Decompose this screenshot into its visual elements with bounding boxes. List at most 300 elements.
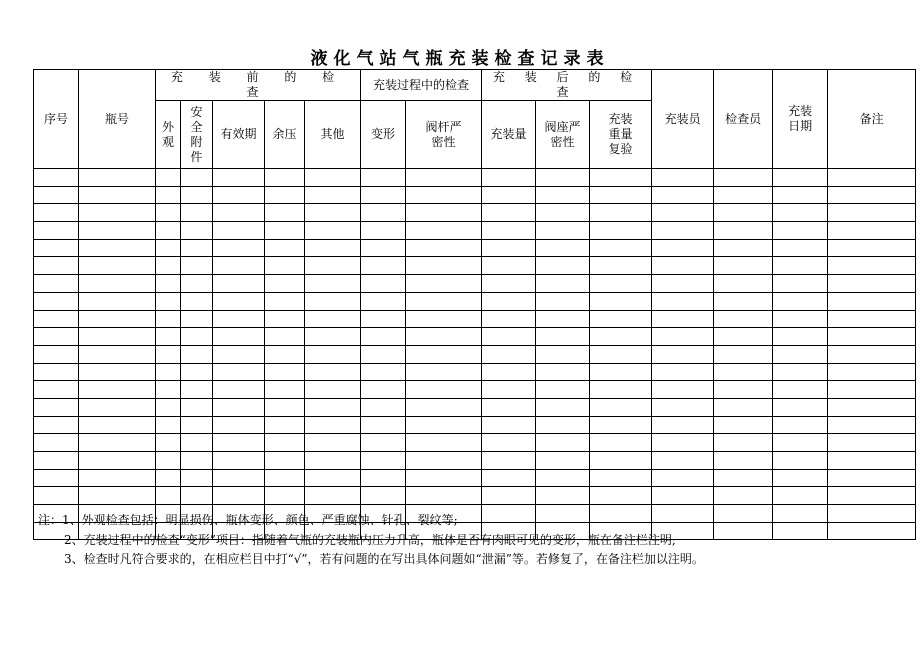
table-cell[interactable] — [536, 204, 590, 222]
table-cell[interactable] — [156, 381, 181, 399]
table-cell[interactable] — [305, 416, 361, 434]
table-cell[interactable] — [265, 239, 305, 257]
table-cell[interactable] — [773, 328, 828, 346]
table-cell[interactable] — [79, 257, 156, 275]
table-cell[interactable] — [156, 434, 181, 452]
table-cell[interactable] — [773, 292, 828, 310]
table-cell[interactable] — [305, 345, 361, 363]
table-cell[interactable] — [79, 186, 156, 204]
table-cell[interactable] — [714, 310, 773, 328]
table-cell[interactable] — [79, 398, 156, 416]
table-cell[interactable] — [652, 257, 714, 275]
table-cell[interactable] — [590, 434, 652, 452]
table-cell[interactable] — [361, 434, 406, 452]
table-cell[interactable] — [34, 487, 79, 505]
table-cell[interactable] — [536, 186, 590, 204]
table-cell[interactable] — [361, 275, 406, 293]
table-cell[interactable] — [265, 381, 305, 399]
table-cell[interactable] — [773, 469, 828, 487]
table-cell[interactable] — [361, 469, 406, 487]
table-cell[interactable] — [79, 292, 156, 310]
table-cell[interactable] — [590, 204, 652, 222]
table-cell[interactable] — [652, 434, 714, 452]
table-cell[interactable] — [265, 416, 305, 434]
table-cell[interactable] — [773, 363, 828, 381]
table-cell[interactable] — [482, 222, 536, 240]
table-cell[interactable] — [265, 452, 305, 470]
table-cell[interactable] — [652, 204, 714, 222]
table-cell[interactable] — [536, 222, 590, 240]
table-cell[interactable] — [79, 204, 156, 222]
table-cell[interactable] — [773, 275, 828, 293]
table-cell[interactable] — [406, 257, 482, 275]
table-cell[interactable] — [305, 434, 361, 452]
table-cell[interactable] — [482, 275, 536, 293]
table-cell[interactable] — [79, 310, 156, 328]
table-cell[interactable] — [652, 186, 714, 204]
table-cell[interactable] — [79, 381, 156, 399]
table-cell[interactable] — [536, 469, 590, 487]
table-cell[interactable] — [213, 186, 265, 204]
table-cell[interactable] — [590, 169, 652, 187]
table-cell[interactable] — [828, 416, 916, 434]
table-cell[interactable] — [590, 186, 652, 204]
table-cell[interactable] — [406, 239, 482, 257]
table-cell[interactable] — [828, 345, 916, 363]
table-cell[interactable] — [361, 398, 406, 416]
table-cell[interactable] — [156, 416, 181, 434]
table-cell[interactable] — [714, 169, 773, 187]
table-cell[interactable] — [79, 275, 156, 293]
table-cell[interactable] — [34, 416, 79, 434]
table-cell[interactable] — [828, 487, 916, 505]
table-cell[interactable] — [773, 169, 828, 187]
table-cell[interactable] — [590, 363, 652, 381]
table-cell[interactable] — [652, 239, 714, 257]
table-cell[interactable] — [305, 487, 361, 505]
table-cell[interactable] — [590, 487, 652, 505]
table-cell[interactable] — [714, 452, 773, 470]
table-cell[interactable] — [536, 257, 590, 275]
table-cell[interactable] — [773, 434, 828, 452]
table-cell[interactable] — [714, 257, 773, 275]
table-cell[interactable] — [590, 310, 652, 328]
table-cell[interactable] — [714, 469, 773, 487]
table-cell[interactable] — [213, 222, 265, 240]
table-cell[interactable] — [265, 398, 305, 416]
table-cell[interactable] — [361, 257, 406, 275]
table-cell[interactable] — [79, 434, 156, 452]
table-cell[interactable] — [181, 310, 213, 328]
table-cell[interactable] — [156, 345, 181, 363]
table-cell[interactable] — [773, 398, 828, 416]
table-cell[interactable] — [265, 310, 305, 328]
table-cell[interactable] — [181, 345, 213, 363]
table-cell[interactable] — [536, 292, 590, 310]
table-cell[interactable] — [213, 328, 265, 346]
table-cell[interactable] — [590, 452, 652, 470]
table-cell[interactable] — [536, 363, 590, 381]
table-cell[interactable] — [536, 487, 590, 505]
table-cell[interactable] — [79, 487, 156, 505]
table-cell[interactable] — [305, 169, 361, 187]
table-cell[interactable] — [181, 204, 213, 222]
table-cell[interactable] — [79, 345, 156, 363]
table-cell[interactable] — [213, 398, 265, 416]
table-cell[interactable] — [406, 345, 482, 363]
table-cell[interactable] — [181, 398, 213, 416]
table-cell[interactable] — [181, 434, 213, 452]
table-cell[interactable] — [406, 169, 482, 187]
table-cell[interactable] — [181, 363, 213, 381]
table-cell[interactable] — [482, 416, 536, 434]
table-cell[interactable] — [828, 328, 916, 346]
table-cell[interactable] — [590, 239, 652, 257]
table-cell[interactable] — [213, 239, 265, 257]
table-cell[interactable] — [305, 239, 361, 257]
table-cell[interactable] — [265, 292, 305, 310]
table-cell[interactable] — [181, 169, 213, 187]
table-cell[interactable] — [156, 363, 181, 381]
table-cell[interactable] — [406, 186, 482, 204]
table-cell[interactable] — [652, 328, 714, 346]
table-cell[interactable] — [406, 381, 482, 399]
table-cell[interactable] — [79, 363, 156, 381]
table-cell[interactable] — [714, 416, 773, 434]
table-cell[interactable] — [213, 363, 265, 381]
table-cell[interactable] — [482, 204, 536, 222]
table-cell[interactable] — [536, 381, 590, 399]
table-cell[interactable] — [714, 204, 773, 222]
table-cell[interactable] — [482, 381, 536, 399]
table-cell[interactable] — [714, 275, 773, 293]
table-cell[interactable] — [181, 381, 213, 399]
table-cell[interactable] — [714, 363, 773, 381]
table-cell[interactable] — [652, 469, 714, 487]
table-cell[interactable] — [361, 169, 406, 187]
table-cell[interactable] — [156, 292, 181, 310]
table-cell[interactable] — [213, 310, 265, 328]
table-cell[interactable] — [590, 292, 652, 310]
table-cell[interactable] — [482, 398, 536, 416]
table-cell[interactable] — [773, 345, 828, 363]
table-cell[interactable] — [79, 222, 156, 240]
table-cell[interactable] — [406, 487, 482, 505]
table-cell[interactable] — [406, 434, 482, 452]
table-cell[interactable] — [181, 275, 213, 293]
table-cell[interactable] — [156, 328, 181, 346]
table-cell[interactable] — [156, 239, 181, 257]
table-cell[interactable] — [34, 169, 79, 187]
table-cell[interactable] — [361, 328, 406, 346]
table-cell[interactable] — [156, 275, 181, 293]
table-cell[interactable] — [482, 169, 536, 187]
table-cell[interactable] — [181, 452, 213, 470]
table-cell[interactable] — [590, 222, 652, 240]
table-cell[interactable] — [361, 239, 406, 257]
table-cell[interactable] — [181, 328, 213, 346]
table-cell[interactable] — [406, 398, 482, 416]
table-cell[interactable] — [828, 222, 916, 240]
table-cell[interactable] — [406, 222, 482, 240]
table-cell[interactable] — [773, 487, 828, 505]
table-cell[interactable] — [652, 381, 714, 399]
table-cell[interactable] — [181, 416, 213, 434]
table-cell[interactable] — [156, 257, 181, 275]
table-cell[interactable] — [181, 257, 213, 275]
table-cell[interactable] — [265, 222, 305, 240]
table-cell[interactable] — [590, 275, 652, 293]
table-cell[interactable] — [482, 487, 536, 505]
table-cell[interactable] — [181, 487, 213, 505]
table-cell[interactable] — [213, 204, 265, 222]
table-cell[interactable] — [305, 469, 361, 487]
table-cell[interactable] — [828, 292, 916, 310]
table-cell[interactable] — [213, 275, 265, 293]
table-cell[interactable] — [181, 469, 213, 487]
table-cell[interactable] — [361, 381, 406, 399]
table-cell[interactable] — [156, 222, 181, 240]
table-cell[interactable] — [828, 257, 916, 275]
table-cell[interactable] — [482, 363, 536, 381]
table-cell[interactable] — [536, 452, 590, 470]
table-cell[interactable] — [590, 416, 652, 434]
table-cell[interactable] — [406, 310, 482, 328]
table-cell[interactable] — [156, 469, 181, 487]
table-cell[interactable] — [714, 381, 773, 399]
table-cell[interactable] — [482, 292, 536, 310]
table-cell[interactable] — [156, 452, 181, 470]
table-cell[interactable] — [536, 398, 590, 416]
table-cell[interactable] — [79, 452, 156, 470]
table-cell[interactable] — [536, 310, 590, 328]
table-cell[interactable] — [265, 487, 305, 505]
table-cell[interactable] — [652, 222, 714, 240]
table-cell[interactable] — [652, 416, 714, 434]
table-cell[interactable] — [652, 452, 714, 470]
table-cell[interactable] — [213, 381, 265, 399]
table-cell[interactable] — [79, 416, 156, 434]
table-cell[interactable] — [305, 275, 361, 293]
table-cell[interactable] — [361, 222, 406, 240]
table-cell[interactable] — [265, 434, 305, 452]
table-cell[interactable] — [714, 434, 773, 452]
table-cell[interactable] — [79, 239, 156, 257]
table-cell[interactable] — [34, 345, 79, 363]
table-cell[interactable] — [213, 169, 265, 187]
table-cell[interactable] — [828, 186, 916, 204]
table-cell[interactable] — [34, 452, 79, 470]
table-cell[interactable] — [156, 186, 181, 204]
table-cell[interactable] — [34, 363, 79, 381]
table-cell[interactable] — [305, 328, 361, 346]
table-cell[interactable] — [181, 186, 213, 204]
table-cell[interactable] — [156, 169, 181, 187]
table-cell[interactable] — [536, 239, 590, 257]
table-cell[interactable] — [714, 222, 773, 240]
table-cell[interactable] — [828, 398, 916, 416]
table-cell[interactable] — [406, 452, 482, 470]
table-cell[interactable] — [79, 469, 156, 487]
table-cell[interactable] — [773, 416, 828, 434]
table-cell[interactable] — [34, 204, 79, 222]
table-cell[interactable] — [265, 257, 305, 275]
table-cell[interactable] — [79, 328, 156, 346]
table-cell[interactable] — [305, 363, 361, 381]
table-cell[interactable] — [482, 310, 536, 328]
table-cell[interactable] — [265, 328, 305, 346]
table-cell[interactable] — [482, 328, 536, 346]
table-cell[interactable] — [265, 186, 305, 204]
table-cell[interactable] — [828, 381, 916, 399]
table-cell[interactable] — [652, 487, 714, 505]
table-cell[interactable] — [828, 275, 916, 293]
table-cell[interactable] — [714, 345, 773, 363]
table-cell[interactable] — [652, 345, 714, 363]
table-cell[interactable] — [34, 328, 79, 346]
table-cell[interactable] — [714, 398, 773, 416]
table-cell[interactable] — [828, 169, 916, 187]
table-cell[interactable] — [305, 381, 361, 399]
table-cell[interactable] — [265, 275, 305, 293]
table-cell[interactable] — [181, 239, 213, 257]
table-cell[interactable] — [361, 186, 406, 204]
table-cell[interactable] — [536, 345, 590, 363]
table-cell[interactable] — [305, 452, 361, 470]
table-cell[interactable] — [590, 345, 652, 363]
table-cell[interactable] — [773, 186, 828, 204]
table-cell[interactable] — [34, 469, 79, 487]
table-cell[interactable] — [305, 204, 361, 222]
table-cell[interactable] — [156, 487, 181, 505]
table-cell[interactable] — [34, 186, 79, 204]
table-cell[interactable] — [34, 310, 79, 328]
table-cell[interactable] — [590, 398, 652, 416]
table-cell[interactable] — [181, 292, 213, 310]
table-cell[interactable] — [536, 416, 590, 434]
table-cell[interactable] — [828, 469, 916, 487]
table-cell[interactable] — [34, 381, 79, 399]
table-cell[interactable] — [714, 292, 773, 310]
table-cell[interactable] — [265, 363, 305, 381]
table-cell[interactable] — [361, 292, 406, 310]
table-cell[interactable] — [482, 469, 536, 487]
table-cell[interactable] — [828, 452, 916, 470]
table-cell[interactable] — [361, 345, 406, 363]
table-cell[interactable] — [361, 416, 406, 434]
table-cell[interactable] — [590, 328, 652, 346]
table-cell[interactable] — [34, 398, 79, 416]
table-cell[interactable] — [305, 222, 361, 240]
table-cell[interactable] — [213, 257, 265, 275]
table-cell[interactable] — [361, 204, 406, 222]
table-cell[interactable] — [79, 169, 156, 187]
table-cell[interactable] — [361, 452, 406, 470]
table-cell[interactable] — [773, 239, 828, 257]
table-cell[interactable] — [482, 345, 536, 363]
table-cell[interactable] — [652, 310, 714, 328]
table-cell[interactable] — [156, 310, 181, 328]
table-cell[interactable] — [652, 292, 714, 310]
table-cell[interactable] — [361, 363, 406, 381]
table-cell[interactable] — [406, 363, 482, 381]
table-cell[interactable] — [828, 204, 916, 222]
table-cell[interactable] — [773, 222, 828, 240]
table-cell[interactable] — [213, 292, 265, 310]
table-cell[interactable] — [590, 381, 652, 399]
table-cell[interactable] — [406, 328, 482, 346]
table-cell[interactable] — [265, 469, 305, 487]
table-cell[interactable] — [406, 469, 482, 487]
table-cell[interactable] — [482, 452, 536, 470]
table-cell[interactable] — [181, 222, 213, 240]
table-cell[interactable] — [305, 292, 361, 310]
table-cell[interactable] — [714, 328, 773, 346]
table-cell[interactable] — [482, 239, 536, 257]
table-cell[interactable] — [828, 310, 916, 328]
table-cell[interactable] — [34, 275, 79, 293]
table-cell[interactable] — [536, 328, 590, 346]
table-cell[interactable] — [305, 186, 361, 204]
table-cell[interactable] — [714, 487, 773, 505]
table-cell[interactable] — [482, 434, 536, 452]
table-cell[interactable] — [213, 345, 265, 363]
table-cell[interactable] — [773, 452, 828, 470]
table-cell[interactable] — [361, 487, 406, 505]
table-cell[interactable] — [773, 381, 828, 399]
table-cell[interactable] — [773, 204, 828, 222]
table-cell[interactable] — [213, 434, 265, 452]
table-cell[interactable] — [34, 292, 79, 310]
table-cell[interactable] — [773, 310, 828, 328]
table-cell[interactable] — [482, 186, 536, 204]
table-cell[interactable] — [652, 363, 714, 381]
table-cell[interactable] — [361, 310, 406, 328]
table-cell[interactable] — [828, 363, 916, 381]
table-cell[interactable] — [213, 452, 265, 470]
table-cell[interactable] — [305, 310, 361, 328]
table-cell[interactable] — [406, 204, 482, 222]
table-cell[interactable] — [34, 222, 79, 240]
table-cell[interactable] — [213, 469, 265, 487]
table-cell[interactable] — [482, 257, 536, 275]
table-cell[interactable] — [265, 204, 305, 222]
table-cell[interactable] — [34, 257, 79, 275]
table-cell[interactable] — [536, 275, 590, 293]
table-cell[interactable] — [590, 257, 652, 275]
table-cell[interactable] — [213, 487, 265, 505]
table-cell[interactable] — [652, 275, 714, 293]
table-cell[interactable] — [34, 434, 79, 452]
table-cell[interactable] — [406, 275, 482, 293]
table-cell[interactable] — [34, 239, 79, 257]
table-cell[interactable] — [156, 204, 181, 222]
table-cell[interactable] — [714, 186, 773, 204]
table-cell[interactable] — [773, 257, 828, 275]
table-cell[interactable] — [213, 416, 265, 434]
table-cell[interactable] — [156, 398, 181, 416]
table-cell[interactable] — [536, 169, 590, 187]
table-cell[interactable] — [590, 469, 652, 487]
table-cell[interactable] — [536, 434, 590, 452]
table-cell[interactable] — [828, 239, 916, 257]
table-cell[interactable] — [406, 416, 482, 434]
table-cell[interactable] — [652, 398, 714, 416]
table-cell[interactable] — [265, 345, 305, 363]
table-cell[interactable] — [406, 292, 482, 310]
table-cell[interactable] — [265, 169, 305, 187]
table-cell[interactable] — [714, 239, 773, 257]
